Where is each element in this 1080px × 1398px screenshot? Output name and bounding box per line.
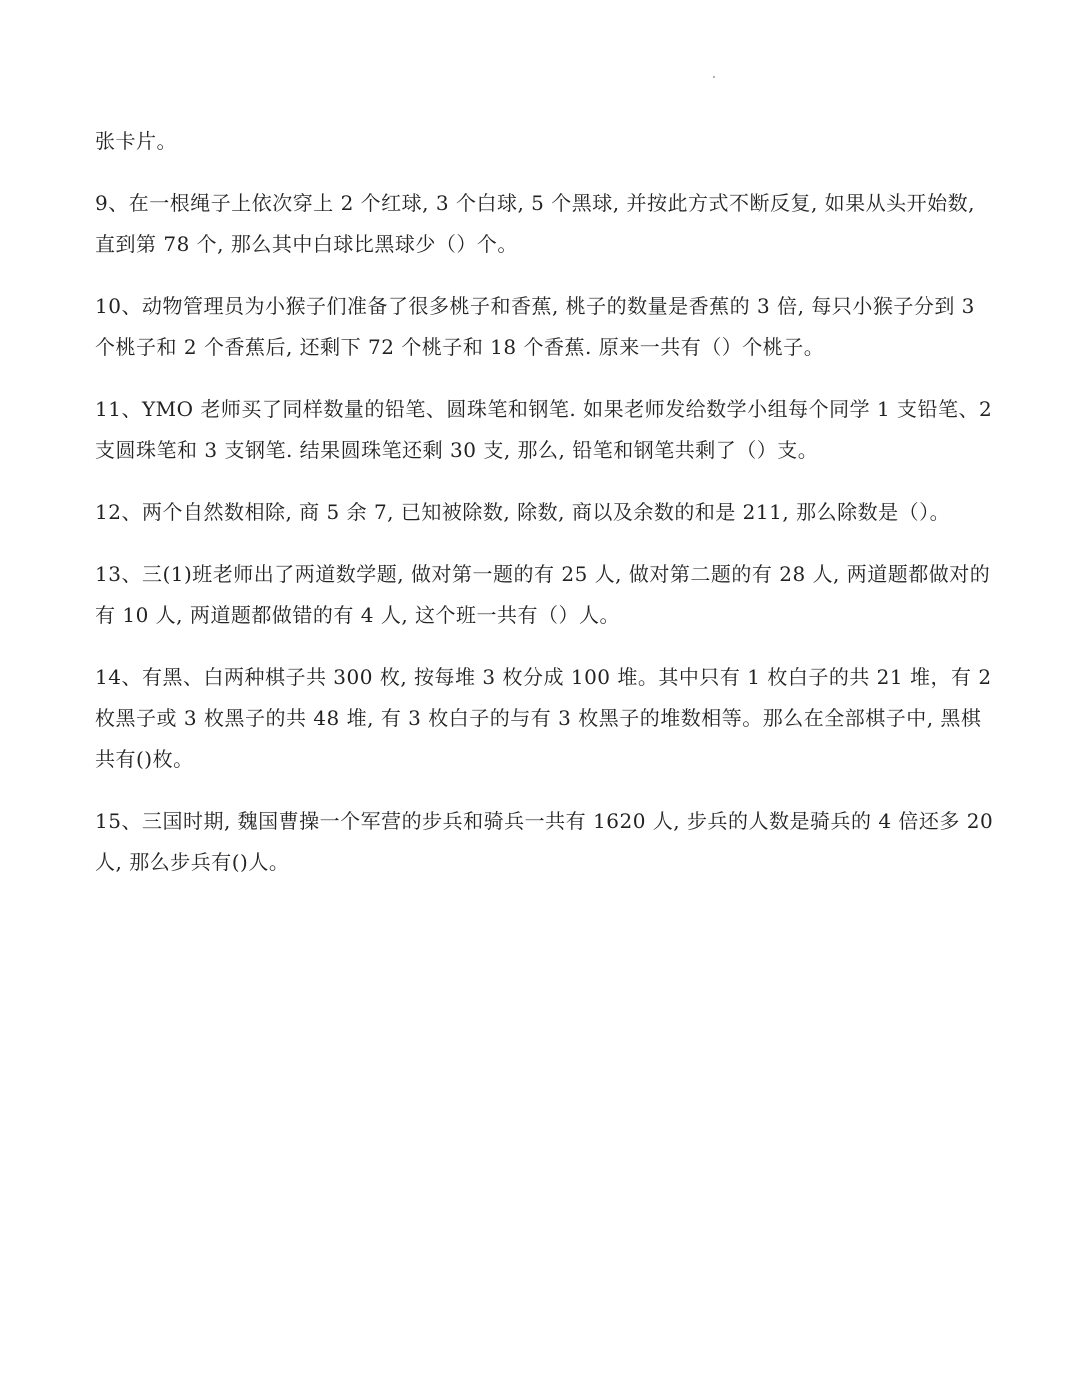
question-11: 11、YMO 老师买了同样数量的铅笔、圆珠笔和钢笔. 如果老师发给数学小组每个同学 1 支铅笔、2 支圆珠笔和 3 支钢笔. 结果圆珠笔还剩 30 支, 那么, 铅笔和钢笔共剩了（）支。	[95, 397, 993, 462]
question-15: 15、三国时期, 魏国曹操一个军营的步兵和骑兵一共有 1620 人, 步兵的人数是骑兵的 4 倍还多 20 人, 那么步兵有()人。	[95, 809, 994, 874]
question-12: 12、两个自然数相除, 商 5 余 7, 已知被除数, 除数, 商以及余数的和是 211, 那么除数是（）。	[95, 500, 951, 524]
fragment-text: 张卡片。	[95, 129, 177, 153]
question-10: 10、动物管理员为小猴子们准备了很多桃子和香蕉, 桃子的数量是香蕉的 3 倍, 每只小猴子分到 3 个桃子和 2 个香蕉后, 还剩下 72 个桃子和 18 个香蕉. 原来一共有（）个桃子。	[95, 294, 975, 359]
question-13: 13、三(1)班老师出了两道数学题, 做对第一题的有 25 人, 做对第二题的有 28 人, 两道题都做对的有 10 人, 两道题都做错的有 4 人, 这个班一共有（）人。	[95, 562, 991, 627]
scan-dot	[713, 76, 715, 78]
question-14: 14、有黑、白两种棋子共 300 枚, 按每堆 3 枚分成 100 堆。其中只有 1 枚白子的共 21 堆，有 2 枚黑子或 3 枚黑子的共 48 堆, 有 3 枚白子的与有 3 枚黑子的堆数相等。那么在全部棋子中, 黑棋共有()枚。	[95, 665, 992, 771]
document-body	[95, 121, 995, 904]
question-9: 9、在一根绳子上依次穿上 2 个红球, 3 个白球, 5 个黑球, 并按此方式不断反复, 如果从头开始数, 直到第 78 个, 那么其中白球比黑球少（）个。	[95, 191, 976, 256]
